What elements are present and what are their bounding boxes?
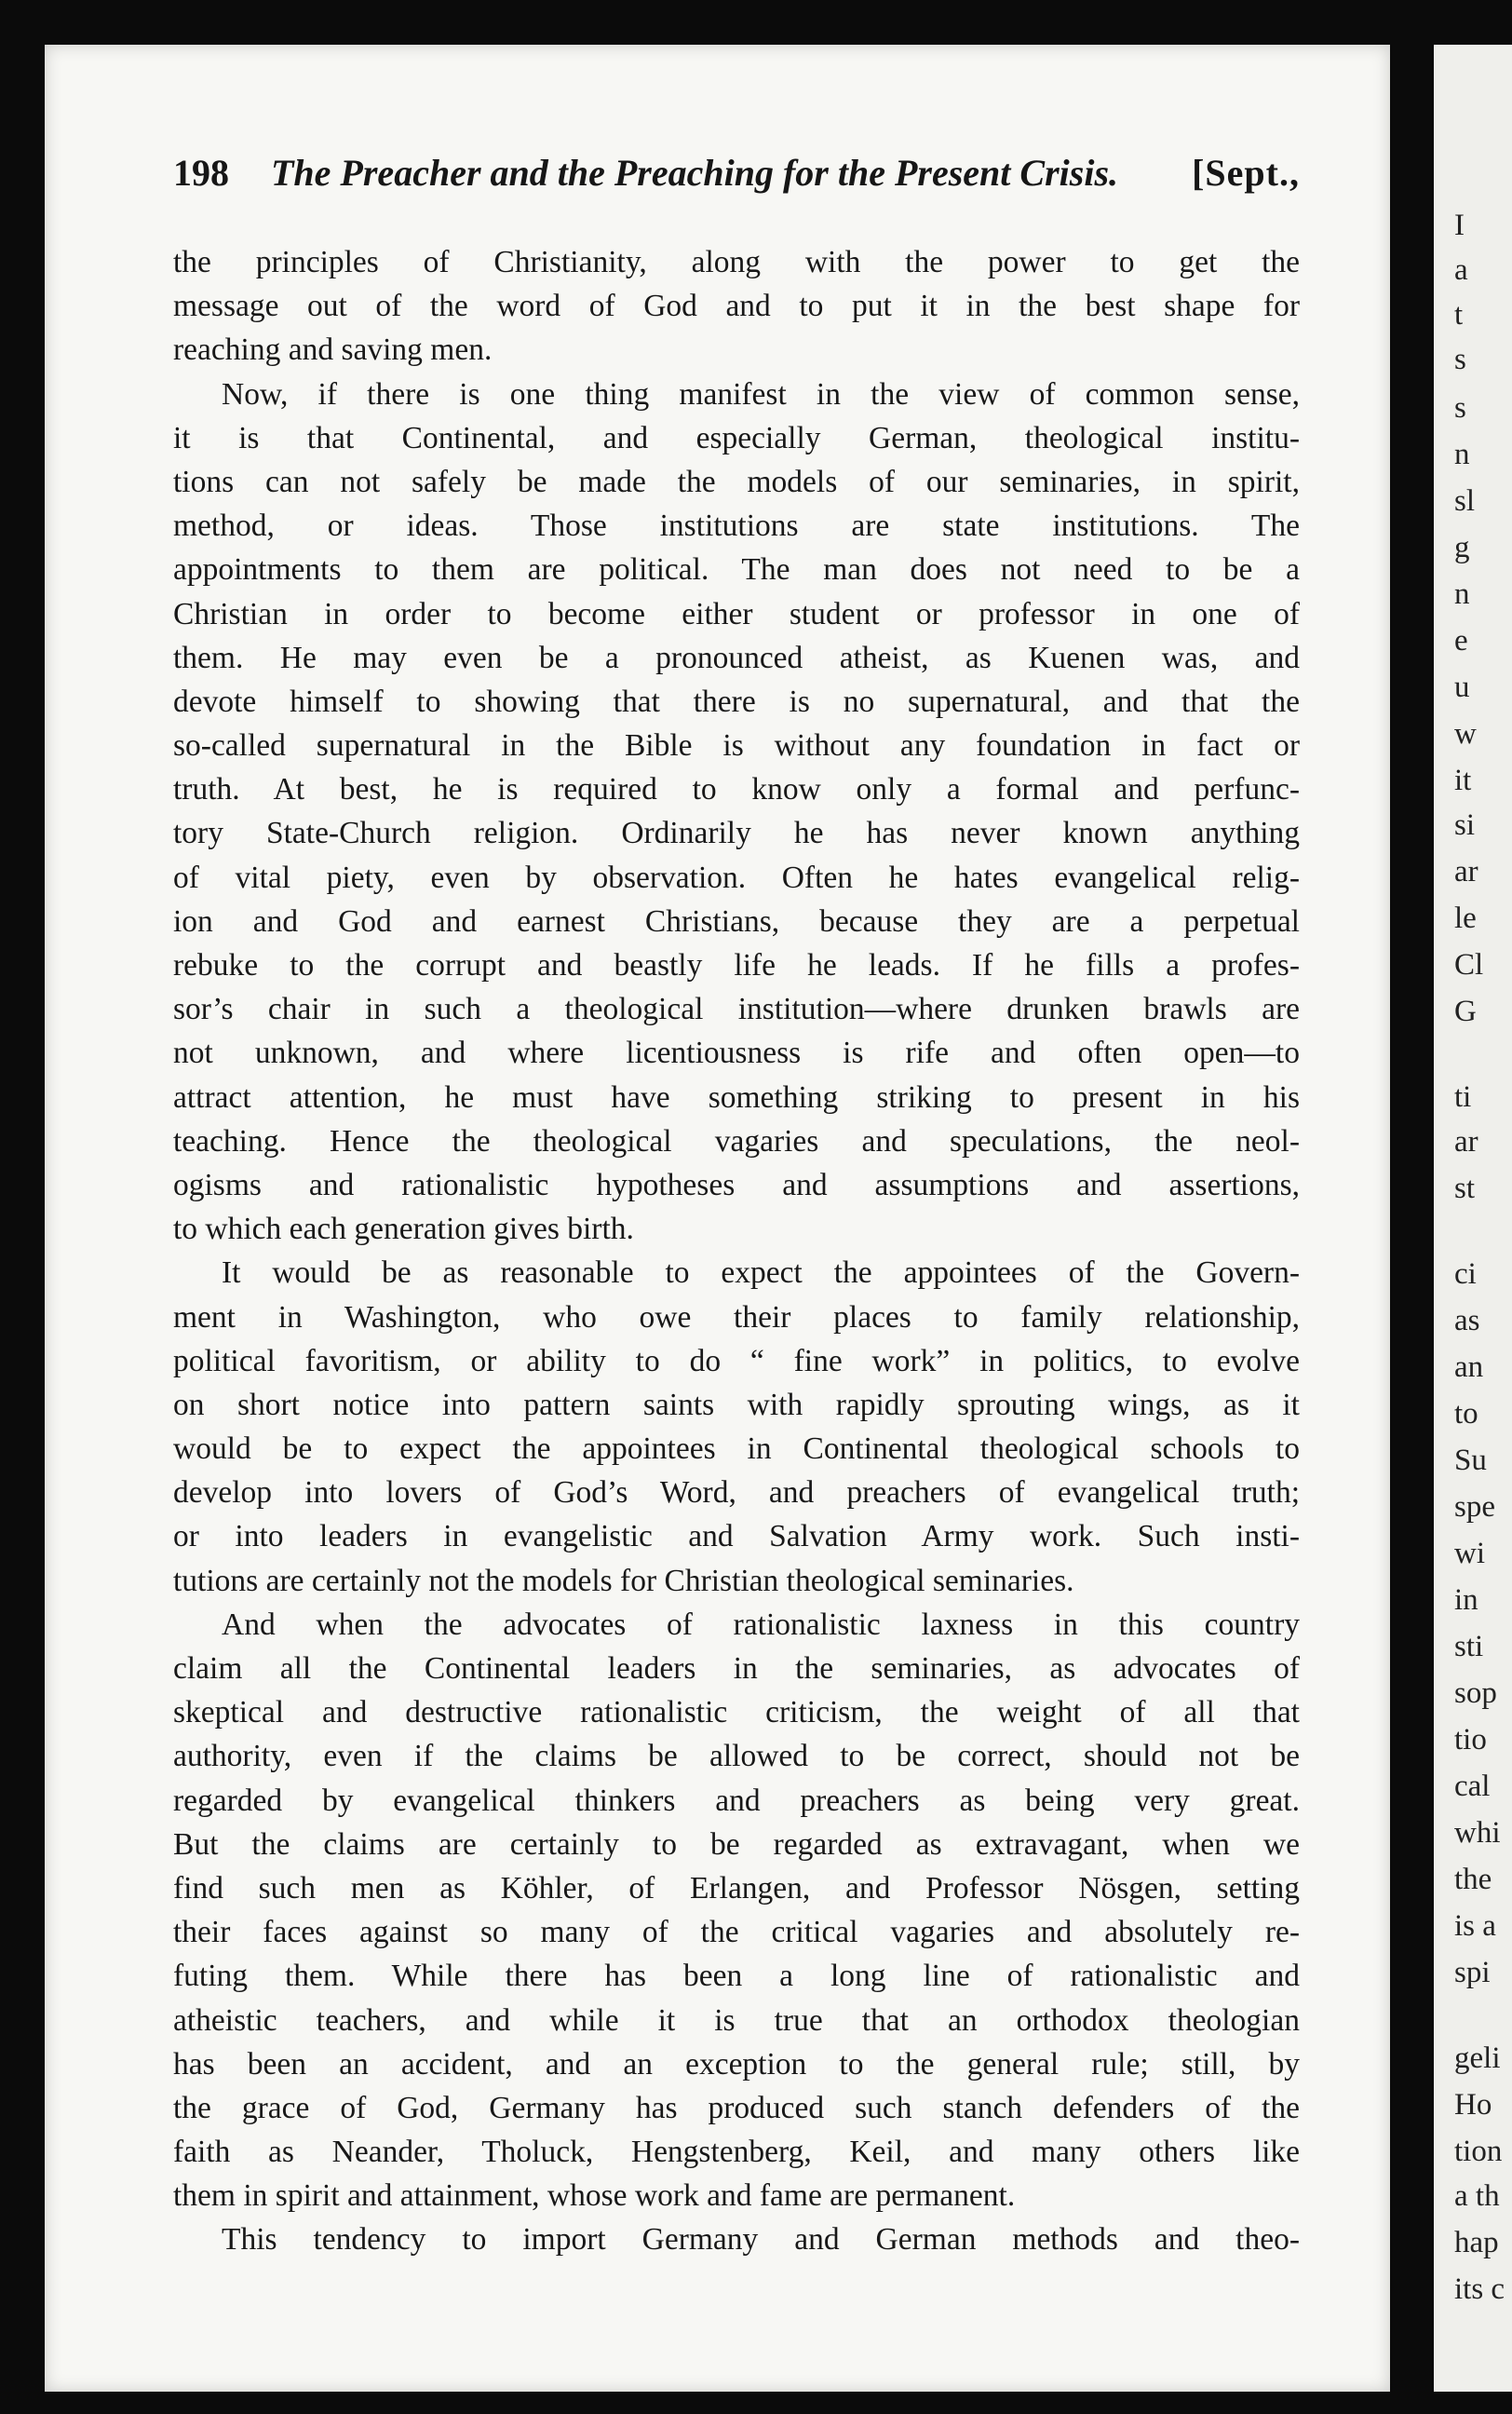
text-line: reaching and saving men. bbox=[173, 332, 493, 368]
text-line: claim all the Continental leaders in the seminaries, as advocates of bbox=[173, 1651, 1300, 1686]
adjacent-page-fragment: G bbox=[1454, 995, 1477, 1028]
adjacent-page-fragment: the bbox=[1454, 1863, 1492, 1896]
text-line: so-called supernatural in the Bible is without any foundation in fact or bbox=[173, 728, 1300, 764]
text-line: them in spirit and attainment, whose work and fame are permanent. bbox=[173, 2178, 1016, 2214]
text-line: the grace of God, Germany has produced such stanch defenders of the bbox=[173, 2090, 1300, 2125]
adjacent-page-fragment: sl bbox=[1454, 484, 1476, 518]
adjacent-page-fragment: s bbox=[1454, 391, 1466, 425]
text-line: sor’s chair in such a theological institution—where drunken brawls are bbox=[173, 992, 1300, 1027]
running-head bbox=[173, 151, 1300, 207]
text-line: their faces against so many of the critical vagaries and absolutely re- bbox=[173, 1915, 1300, 1950]
text-line: But the claims are certainly to be regarded as extravagant, when we bbox=[173, 1826, 1300, 1862]
text-line: And when the advocates of rationalistic laxness in this country bbox=[222, 1607, 1300, 1642]
adjacent-page-fragment: hap bbox=[1454, 2226, 1499, 2259]
text-line: regarded by evangelical thinkers and preachers as being very great. bbox=[173, 1783, 1300, 1818]
adjacent-page-fragment: an bbox=[1454, 1350, 1484, 1384]
text-line: it is that Continental, and especially German, theological institu- bbox=[173, 420, 1300, 455]
text-line: the principles of Christianity, along with the power to get the bbox=[173, 245, 1300, 279]
text-line: message out of the word of God and to put it in the best shape for bbox=[173, 289, 1300, 324]
text-line: ogisms and rationalistic hypotheses and assumptions and assertions, bbox=[173, 1167, 1300, 1202]
adjacent-page-fragment: spi bbox=[1454, 1956, 1491, 1989]
adjacent-page-fragment: wi bbox=[1454, 1537, 1485, 1570]
text-line: atheistic teachers, and while it is true that an orthodox theologian bbox=[173, 2002, 1300, 2038]
adjacent-page-fragment: ci bbox=[1454, 1257, 1477, 1291]
adjacent-page-fragment: n bbox=[1454, 577, 1470, 611]
text-line: to which each generation gives birth. bbox=[173, 1212, 634, 1247]
text-line: political favoritism, or ability to do “ fine work” in politics, to evolve bbox=[173, 1343, 1300, 1378]
adjacent-page-fragment: spe bbox=[1454, 1490, 1495, 1524]
adjacent-page-fragment: sti bbox=[1454, 1630, 1484, 1663]
text-line: This tendency to import Germany and German methods and theo- bbox=[222, 2222, 1300, 2258]
adjacent-page-fragment: I bbox=[1454, 209, 1465, 242]
adjacent-page-fragment: ar bbox=[1454, 1125, 1478, 1159]
adjacent-page-fragment: t bbox=[1454, 298, 1464, 332]
adjacent-page-fragment: u bbox=[1454, 671, 1470, 704]
text-line: devote himself to showing that there is no supernatural, and that the bbox=[173, 684, 1300, 719]
adjacent-page-fragment: Ho bbox=[1454, 2088, 1492, 2122]
running-month: [Sept., bbox=[1192, 152, 1300, 194]
adjacent-page-fragment: tion bbox=[1454, 2135, 1503, 2168]
adjacent-page-fragment: it bbox=[1454, 764, 1472, 797]
text-line: develop into lovers of God’s Word, and preachers of evangelical truth; bbox=[173, 1475, 1300, 1511]
text-line: teaching. Hence the theological vagaries and speculations, the neol- bbox=[173, 1123, 1300, 1159]
adjacent-page-fragment: s bbox=[1454, 343, 1466, 376]
adjacent-page-edge bbox=[1434, 45, 1512, 2392]
adjacent-page-fragment: g bbox=[1454, 531, 1470, 564]
adjacent-page-fragment: to bbox=[1454, 1397, 1478, 1431]
text-line: not unknown, and where licentiousness is rife and often open—to bbox=[173, 1036, 1300, 1071]
running-title: The Preacher and the Preaching for the Present Crisis. bbox=[271, 152, 1119, 194]
adjacent-page-fragment: Cl bbox=[1454, 948, 1484, 982]
adjacent-page-fragment: ar bbox=[1454, 855, 1478, 888]
text-line: would be to expect the appointees in Continental theological schools to bbox=[173, 1431, 1300, 1467]
adjacent-page-fragment: a th bbox=[1454, 2179, 1500, 2213]
text-line: authority, even if the claims be allowed to be correct, should not be bbox=[173, 1739, 1300, 1774]
text-line: rebuke to the corrupt and beastly life he leads. If he fills a profes- bbox=[173, 948, 1300, 983]
text-line: It would be as reasonable to expect the appointees of the Govern- bbox=[222, 1255, 1300, 1291]
text-line: ion and God and earnest Christians, because they are a perpetual bbox=[173, 903, 1300, 939]
adjacent-page-fragment: sop bbox=[1454, 1676, 1497, 1710]
adjacent-page-fragment: is a bbox=[1454, 1909, 1496, 1943]
adjacent-page-fragment: Su bbox=[1454, 1444, 1487, 1477]
adjacent-page-fragment: le bbox=[1454, 902, 1477, 935]
text-line: them. He may even be a pronounced atheist, as Kuenen was, and bbox=[173, 640, 1300, 675]
adjacent-page-fragment: tio bbox=[1454, 1723, 1487, 1756]
text-line: truth. At best, he is required to know only a formal and perfunc- bbox=[173, 772, 1300, 807]
text-line: find such men as Köhler, of Erlangen, and Professor Nösgen, setting bbox=[173, 1870, 1300, 1905]
text-line: futing them. While there has been a long line of rationalistic and bbox=[173, 1959, 1300, 1994]
page-number: 198 bbox=[173, 152, 229, 194]
adjacent-page-fragment: whi bbox=[1454, 1816, 1501, 1850]
adjacent-page-fragment: n bbox=[1454, 438, 1470, 471]
text-line: tions can not safely be made the models of our seminaries, in spirit, bbox=[173, 464, 1300, 499]
text-line: method, or ideas. Those institutions are state institutions. The bbox=[173, 509, 1300, 544]
text-line: Christian in order to become either student or professor in one of bbox=[173, 596, 1300, 631]
adjacent-page-fragment: ti bbox=[1454, 1080, 1472, 1114]
body-text bbox=[173, 240, 1300, 2262]
text-line: Now, if there is one thing manifest in the view of common sense, bbox=[222, 376, 1300, 412]
adjacent-page-fragment: its c bbox=[1454, 2272, 1505, 2306]
text-line: skeptical and destructive rationalistic criticism, the weight of all that bbox=[173, 1695, 1300, 1730]
adjacent-page-fragment: cal bbox=[1454, 1770, 1491, 1803]
adjacent-page-fragment: in bbox=[1454, 1583, 1478, 1617]
adjacent-page-fragment: a bbox=[1454, 253, 1468, 287]
text-line: ment in Washington, who owe their places to family relationship, bbox=[173, 1299, 1300, 1335]
text-line: or into leaders in evangelistic and Salvation Army work. Such insti- bbox=[173, 1519, 1300, 1554]
text-line: appointments to them are political. The man does not need to be a bbox=[173, 552, 1300, 588]
adjacent-page-fragment: si bbox=[1454, 808, 1476, 842]
text-line: attract attention, he must have something striking to present in his bbox=[173, 1079, 1300, 1115]
text-line: faith as Neander, Tholuck, Hengstenberg, Keil, and many others like bbox=[173, 2135, 1300, 2170]
adjacent-page-fragment: e bbox=[1454, 624, 1468, 658]
text-line: on short notice into pattern saints with rapidly sprouting wings, as it bbox=[173, 1387, 1300, 1422]
text-line: has been an accident, and an exception to the general rule; still, by bbox=[173, 2046, 1300, 2082]
adjacent-page-fragment: w bbox=[1454, 717, 1477, 751]
text-line: tutions are certainly not the models for Christian theological seminaries. bbox=[173, 1563, 1074, 1598]
text-line: of vital piety, even by observation. Often he hates evangelical relig- bbox=[173, 860, 1300, 895]
adjacent-page-fragment: st bbox=[1454, 1172, 1476, 1205]
adjacent-page-fragment: geli bbox=[1454, 2041, 1501, 2075]
text-line: tory State-Church religion. Ordinarily he has never known anything bbox=[173, 816, 1300, 851]
adjacent-page-fragment: as bbox=[1454, 1304, 1480, 1337]
